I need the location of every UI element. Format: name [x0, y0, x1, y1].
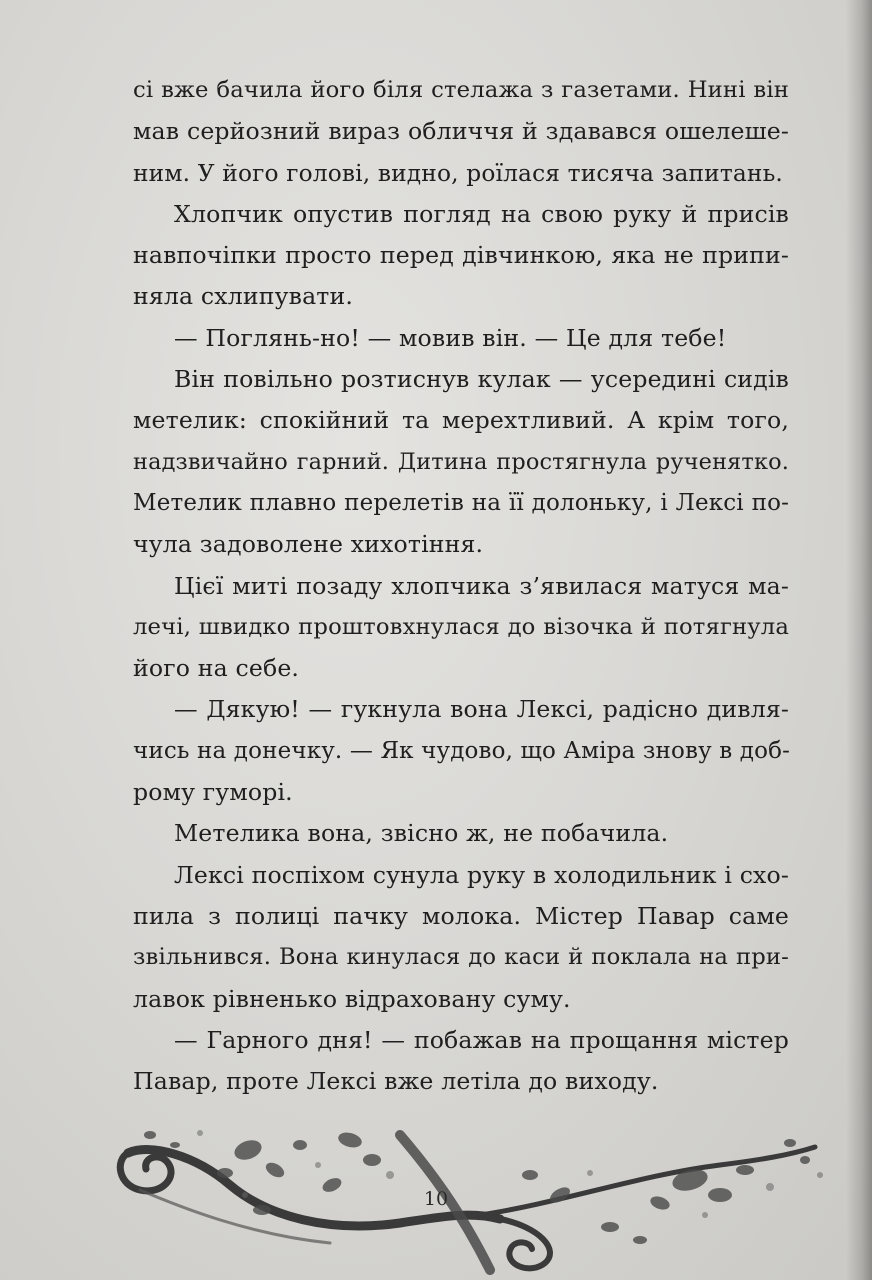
text-line: Лексі поспіхом сунула руку в холодильник і схо- [174, 860, 789, 889]
text-line: Метелика вона, звісно ж, не побачила. [174, 819, 669, 848]
text-line: його на себе. [133, 654, 300, 683]
text-line: сі вже бачила його біля стелажа з газетами. Нині він [133, 77, 789, 103]
text-line: Метелик плавно перелетів на її долоньку, і Лексі по- [133, 489, 789, 516]
text-line: навпочіпки просто перед дівчинкою, яка не припи- [133, 241, 789, 270]
page-number: 10 [423, 1188, 449, 1210]
text-line: чись на донечку. — Як чудово, що Аміра знову в доб- [133, 737, 791, 764]
body-text [133, 70, 789, 1102]
text-line: надзвичайно гарний. Дитина простягнула рученятко. [133, 448, 789, 475]
text-line: ним. У його голові, видно, роїлася тисяча запитань. [133, 159, 783, 187]
text-line: няла схлипувати. [133, 282, 354, 311]
text-line: — Поглянь-но! — мовив він. — Це для тебе! [174, 323, 727, 352]
text-line: мав серйозний вираз обличчя й здавався ошелешe- [133, 117, 789, 146]
text-line: Цієї миті позаду хлопчика з’явилася матуся ма- [174, 571, 789, 600]
text-line: пила з полиці пачку молока. Містер Павар саме [133, 901, 789, 930]
text-line: Павар, проте Лексі вже летіла до виходу. [133, 1067, 659, 1096]
text-line: звільнився. Вона кинулася до каси й поклала на при- [133, 944, 789, 971]
text-line: рому гуморі. [133, 778, 293, 807]
text-line: лавок рівненько відраховану суму. [133, 984, 571, 1013]
page-edge-shadow [846, 0, 872, 1280]
text-line: Хлопчик опустив погляд на свою руку й присів [174, 199, 789, 228]
text-line: Він повільно розтиснув кулак — усередині сидів [174, 365, 789, 394]
text-line: — Гарного дня! — побажав на прощання містер [174, 1025, 789, 1054]
text-line: лечі, швидко проштовхнулася до візочка й потягнула [133, 613, 789, 640]
text-line: метелик: спокійний та мерехтливий. А крім того, [133, 406, 789, 435]
text-line: — Дякую! — гукнула вона Лексі, радісно дивля- [174, 695, 789, 724]
text-line: чула задоволене хихотіння. [133, 530, 484, 559]
